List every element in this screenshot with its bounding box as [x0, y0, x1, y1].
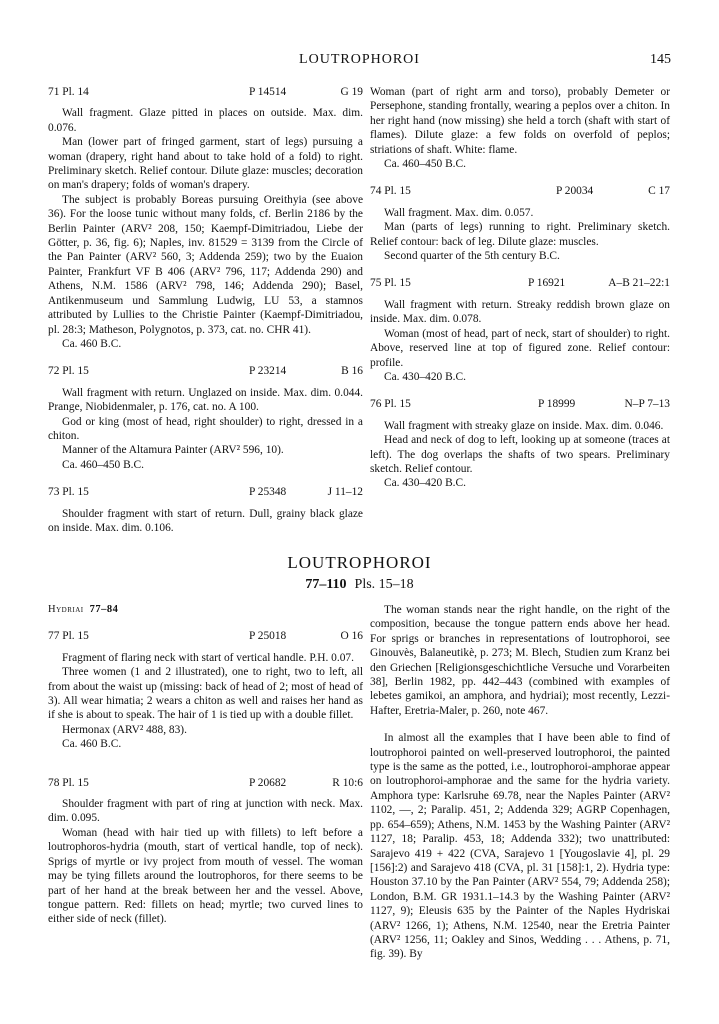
- entry-inventory: P 20682: [249, 776, 287, 789]
- catalogue-entry: [48, 85, 363, 351]
- entry-paragraph: Wall fragment. Glaze pitted in places on outside. Max. dim. 0.076.: [48, 107, 363, 134]
- entry-paragraph: Man (parts of legs) running to right. Preliminary sketch. Relief contour: back of leg. Dilute glaze: muscles.: [370, 221, 670, 248]
- entry-grid: A–B 21–22:1: [608, 277, 670, 290]
- running-title: LOUTROPHOROI: [299, 52, 420, 67]
- entry-number: 77: [48, 630, 60, 643]
- section-range: [0, 577, 719, 593]
- entry-plate: Pl. 14: [62, 86, 89, 98]
- entry-paragraph: Wall fragment with return. Unglazed on inside. Max. dim. 0.044. Prange, Niobidenmaler, p. 176, cat. no. A 100.: [48, 386, 363, 414]
- entry-inventory: P 25018: [249, 630, 287, 643]
- group-heading: [48, 603, 363, 617]
- entry-paragraph: Woman (head with hair tied up with fillets) to left before a loutrophoros-hydria (mouth, start of vertical handle, top of neck). Sprigs of myrtle or ivy project from mouth of vessel. The woman may be tying fillets around the loutrophoros, for there seems to be part of her hand at the break between her and the vessel. Above, tongue pattern. Red: fillets on head; myrtle; two curved lines to either side of neck (fillet).: [48, 826, 363, 926]
- group-label: Hydriai: [48, 604, 84, 615]
- entry-paragraph: Woman (part of right arm and torso), probably Demeter or Persephone, standing frontally, wearing a peplos over a chiton. In her right hand (now missing) she held a torch (shaft with start of flames). Dilute glaze: a few folds on overfold of peplos; striations of shaft. White: flame.: [370, 86, 670, 156]
- entry-paragraph: Man (lower part of fringed garment, start of legs) pursuing a woman (drapery, right hand about to take hold of a fold) to right. Preliminary sketch. Relief contour. Dilute glaze: muscles; decoration on man's drapery; folds of woman's drapery.: [48, 136, 363, 192]
- section-plates: Pls. 15–18: [354, 577, 414, 592]
- entry-number: 78: [48, 776, 60, 789]
- entry-plate: Pl. 15: [62, 365, 89, 378]
- catalogue-entry: [370, 276, 670, 384]
- entry-paragraph: Wall fragment with streaky glaze on inside. Max. dim. 0.046.: [384, 419, 664, 432]
- entry-grid: G 19: [340, 86, 363, 98]
- column-right-bottom: [370, 603, 670, 962]
- page-number: 145: [650, 52, 671, 67]
- entry-header: [48, 629, 363, 643]
- entry-number: 74: [370, 185, 382, 198]
- entry-header: [48, 776, 363, 790]
- entry-grid: C 17: [648, 185, 670, 198]
- entry-date: Ca. 460–450 B.C.: [384, 158, 466, 171]
- commentary-paragraph: The woman stands near the right handle, on the right of the composition, because the tongue pattern ends above her head. For sprigs or branches in representations of loutrophoroi, see Ginouvès, Balaneutikè, p. 273; M. Blech, Studien zum Kranz bei den Griechen [Religionsgeschichtliche Versuche und Vorarbeiten 38], Berlin 1982, pp. 442–443 (combined with examples of lebetes gamikoi, an amphora, and hydriai); most recently, Lezzi-Hafter, Eretria-Maler, p. 260, note 467.: [370, 604, 670, 717]
- entry-number: 73: [48, 486, 60, 499]
- entry-paragraph: Hermonax (ARV² 488, 83).: [62, 723, 187, 736]
- entry-paragraph: Wall fragment with return. Streaky reddish brown glaze on inside. Max. dim. 0.078.: [370, 298, 670, 326]
- entry-grid: R 10:6: [332, 776, 363, 789]
- entry-inventory: P 23214: [249, 365, 287, 378]
- column-left-top: [48, 85, 363, 548]
- entry-header: [48, 85, 363, 99]
- entry-paragraph: Fragment of flaring neck with start of vertical handle. P.H. 0.07.: [62, 651, 354, 664]
- catalogue-entry: [48, 364, 363, 472]
- entry-paragraph: Head and neck of dog to left, looking up at someone (traces at left). The dog overlaps the shafts of two spears. Preliminary sketch. Relief contour.: [370, 434, 670, 475]
- entry-header: [370, 276, 670, 290]
- entry-inventory: P 20034: [556, 185, 594, 198]
- running-header: [0, 52, 719, 72]
- entry-plate: Pl. 15: [384, 277, 411, 290]
- entry-plate: Pl. 15: [62, 776, 89, 789]
- entry-date: Ca. 460–450 B.C.: [62, 458, 144, 471]
- section-title: LOUTROPHOROI: [287, 553, 432, 572]
- entry-paragraph: Shoulder fragment with part of ring at junction with neck. Max. dim. 0.095.: [48, 798, 363, 825]
- entry-inventory: P 18999: [538, 398, 576, 411]
- entry-date: Ca. 430–420 B.C.: [384, 477, 466, 490]
- catalogue-entry: [370, 397, 670, 490]
- entry-paragraph: Wall fragment. Max. dim. 0.057.: [384, 206, 534, 219]
- entry-inventory: P 25348: [249, 486, 287, 499]
- entry-paragraph: God or king (most of head, right shoulder) to right, dressed in a chiton.: [48, 415, 363, 442]
- entry-grid: O 16: [340, 630, 363, 643]
- entry-paragraph: Shoulder fragment with start of return. Dull, grainy black glaze on inside. Max. dim. 0.106.: [48, 507, 363, 534]
- catalogue-entry: [48, 485, 363, 535]
- entry-plate: Pl. 15: [62, 486, 89, 499]
- entry-paragraph: Woman (most of head, part of neck, start of shoulder) to right. Above, reserved line at top of figured zone. Relief contour: profile.: [370, 327, 670, 369]
- entry-paragraph: Three women (1 and 2 illustrated), one to right, two to left, all from about the waist up (missing: back of head of 2; most of head of 3). All wear himatia; 2 wears a chiton as well and raises her hand as if she is about to speak. The hair of 1 is tied up with a double fillet.: [48, 666, 363, 722]
- entry-number: 71: [48, 86, 60, 98]
- entry-date: Ca. 430–420 B.C.: [384, 370, 466, 383]
- entry-number: 75: [370, 277, 382, 290]
- group-range: 77–84: [89, 604, 119, 615]
- entry-date: Ca. 460 B.C.: [62, 337, 122, 350]
- entry-paragraph: Second quarter of the 5th century B.C.: [384, 250, 560, 263]
- entry-inventory: P 14514: [249, 86, 287, 98]
- column-left-bottom: [48, 603, 363, 940]
- entry-number: 76: [370, 398, 382, 411]
- entry-grid: J 11–12: [327, 486, 363, 499]
- entry-grid: N–P 7–13: [624, 398, 670, 411]
- commentary-paragraph: In almost all the examples that I have been able to find of loutrophoroi painted on well-preserved loutrophoroi, the painted type is the same as the potted, i.e., loutrophoroi-amphorae appear on loutrophoroi-amphorae and the same for the hydria variety. Amphora type: Karlsruhe 69.78, near the Naples Painter (ARV² 1102, —, 2; Paralip. 451, 2; Addenda 329; AGRP Copenhagen, pp. 654–659); Athens, N.M. 1453 by the Washing Painter (ARV² 1127, 18; Paralip. 453, 18; Addenda 332); two unattributed: Sarajevo 419 + 422 (CVA, Sarajevo 1 [Yougoslavie 4], pl. 29 [156]:2) and Sarajevo 418 (CVA, pl. 31 [158]:1, 2). Hydria type: Houston 37.10 by the Pan Painter (ARV² 554, 79; Addenda 258); London, B.M. GR 1931.1–14.3 by the Washing Painter (ARV² 1127, 9); Eleusis 635 by the Painter of the Naples Hydriskai (ARV² 1266, 1); Athens, N.M. 12540, near the Eretria Painter (ARV² 1256, 11; Oakley and Sinos, Wedding . . . Athens, p. 71, fig. 39). By: [370, 732, 670, 961]
- entry-grid: B 16: [341, 365, 363, 378]
- entry-paragraph: The subject is probably Boreas pursuing Oreithyia (see above 36). For the loose tunic without many folds, cf. Berlin 2186 by the Berlin Painter (ARV² 208, 150; Kaempf-Dimitriadou, Liebe der Götter, p. 36, fig. 6); Naples, inv. 81529 = 3139 from the Circle of the Pan Painter (ARV² 560, 3; Addenda 259); two by the Euaion Painter, Frankfurt VF B 406 (ARV² 796, 117; Addenda 290) and Athens, N.M. 1586 (ARV² 798, 146; Addenda 290); Basel, Antikenmuseum und Sammlung Ludwig, LU 53, a stamnos attributed by Lullies to the Christie Painter (Kaempf-Dimitriadou, pl. 28:3; Matheson, Polygnotos, p. 373, cat. no. CHR 41).: [48, 193, 363, 336]
- entry-header: [48, 485, 363, 499]
- entry-header: [48, 364, 363, 378]
- entry-plate: Pl. 15: [62, 630, 89, 643]
- entry-header: [370, 184, 670, 198]
- column-right-top: [370, 85, 670, 504]
- entry-number: 72: [48, 365, 60, 378]
- entry-paragraph: Manner of the Altamura Painter (ARV² 596, 10).: [62, 444, 284, 457]
- entry-header: [370, 397, 670, 411]
- entry-plate: Pl. 15: [384, 398, 411, 411]
- entry-date: Ca. 460 B.C.: [62, 738, 122, 751]
- entry-inventory: P 16921: [528, 277, 566, 290]
- entry-plate: Pl. 15: [384, 185, 411, 198]
- catalogue-entry: [370, 184, 670, 263]
- entry-continuation: [370, 85, 670, 171]
- catalogue-entry: [48, 629, 363, 751]
- catalogue-entry: [48, 776, 363, 927]
- section-range-numbers: 77–110: [305, 577, 347, 592]
